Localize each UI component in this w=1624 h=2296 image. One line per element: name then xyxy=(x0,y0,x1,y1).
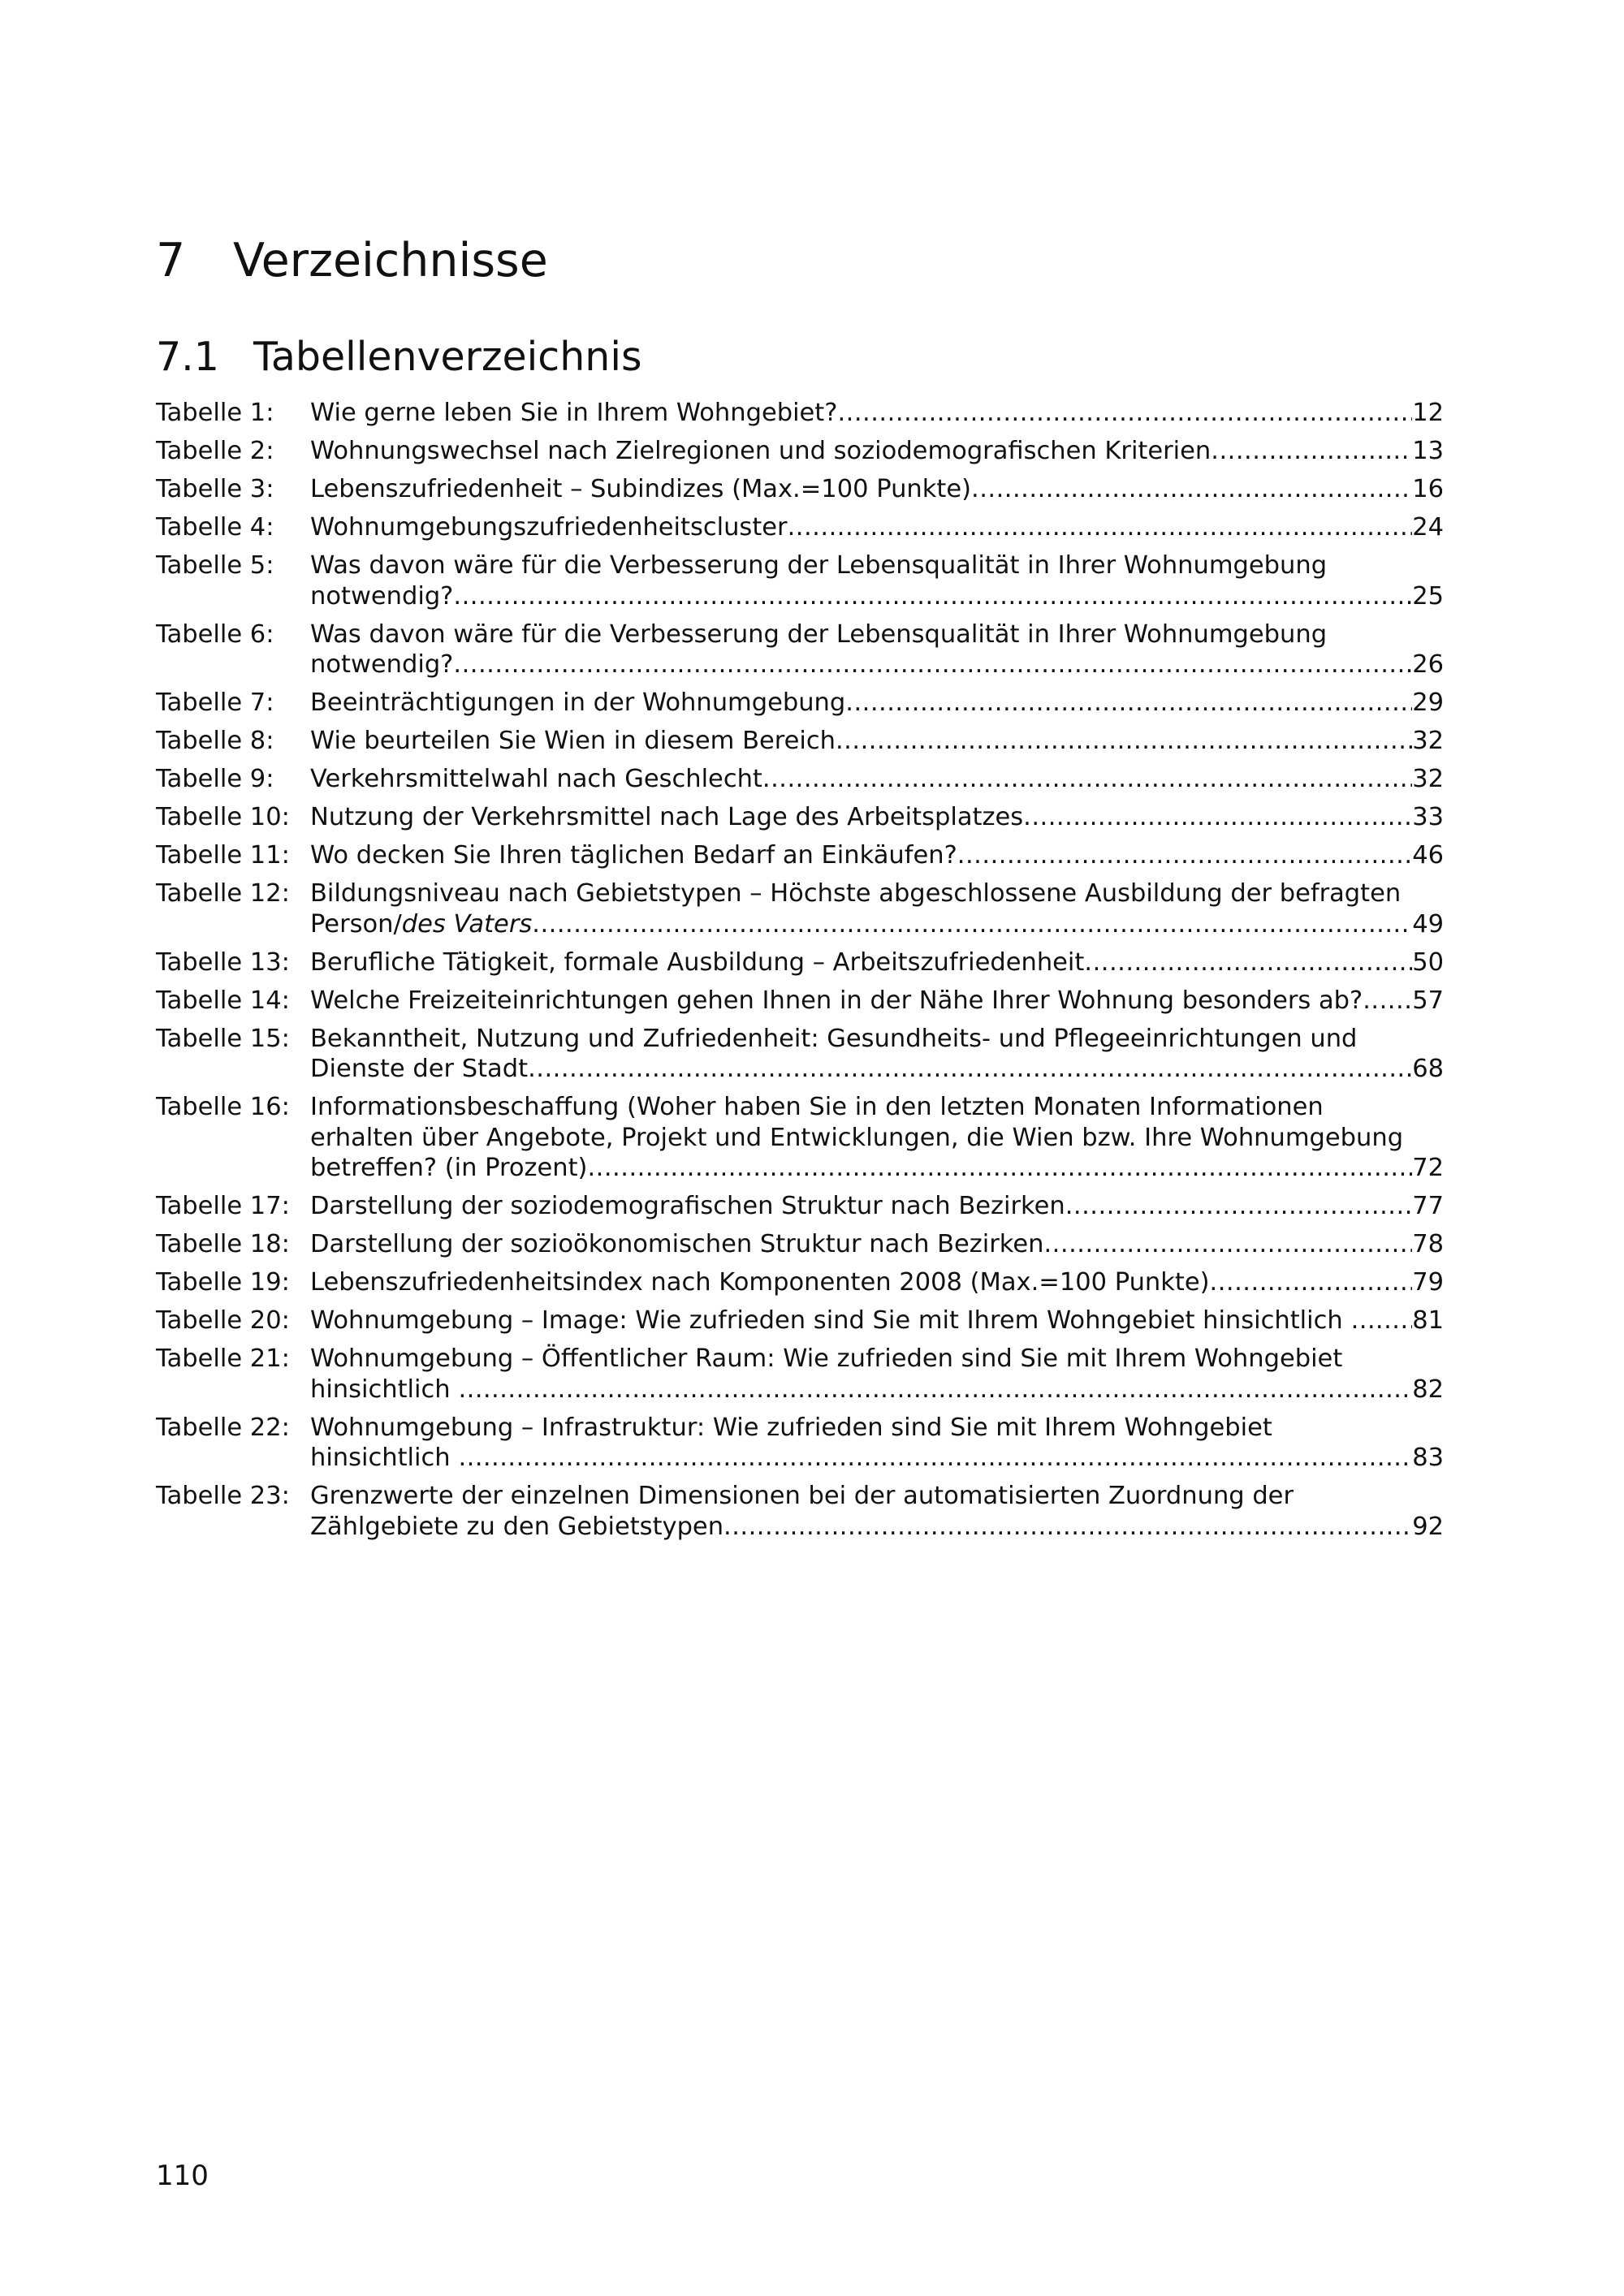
toc-entry-page: 50 xyxy=(1412,947,1444,977)
toc-entry-text xyxy=(310,550,1444,611)
toc-entry-page: 16 xyxy=(1412,475,1444,503)
toc-entry-label: Tabelle 22: xyxy=(156,1413,290,1442)
toc-entry[interactable] xyxy=(156,1267,1444,1298)
toc-entry-title-text: Wohnungswechsel nach Zielregionen und soziodemografischen Kriterien xyxy=(310,437,1212,465)
toc-entry-title-text: Lebenszufriedenheit – Subindizes (Max.=100 Punkte) xyxy=(310,475,972,503)
toc-entry-title-text: Wo decken Sie Ihren täglichen Bedarf an Einkäufen? xyxy=(310,841,957,870)
toc-entry-title xyxy=(310,726,836,757)
toc-entry-page: 68 xyxy=(1412,1055,1444,1083)
toc-entry-title-text: notwendig? xyxy=(310,581,454,611)
toc-entry[interactable] xyxy=(156,947,1444,978)
toc-entry-text xyxy=(310,474,1444,505)
page-number: 110 xyxy=(156,2160,209,2192)
toc-entry-page: 81 xyxy=(1412,1306,1444,1335)
toc-entry[interactable] xyxy=(156,802,1444,833)
toc-entry-label: Tabelle 9: xyxy=(156,765,274,793)
toc-entry-line: Was davon wäre für die Verbesserung der Lebensqualität in Ihrer Wohnumgebung xyxy=(310,551,1328,580)
section-heading xyxy=(156,334,642,381)
table-of-tables xyxy=(156,398,1444,1550)
toc-entry-title xyxy=(310,947,1084,978)
toc-entry[interactable] xyxy=(156,688,1444,719)
toc-entry-last-line xyxy=(310,581,1444,612)
dot-leader xyxy=(1210,1267,1413,1298)
toc-entry-title xyxy=(310,1191,1065,1222)
toc-entry[interactable] xyxy=(156,512,1444,543)
toc-entry-last-line xyxy=(310,1375,1444,1405)
toc-entry-title-text: Welche Freizeiteinrichtungen gehen Ihnen in der Nähe Ihrer Wohnung besonders ab? xyxy=(310,986,1363,1015)
toc-entry-page: 57 xyxy=(1412,986,1444,1015)
toc-entry-page: 83 xyxy=(1412,1444,1444,1472)
toc-entry-text xyxy=(310,1413,1444,1474)
toc-entry-text xyxy=(310,986,1444,1016)
dot-leader xyxy=(837,398,1412,429)
toc-entry-label: Tabelle 2: xyxy=(156,437,274,465)
toc-entry[interactable] xyxy=(156,398,1444,429)
toc-entry-title xyxy=(310,436,1211,467)
toc-entry-page: 26 xyxy=(1412,650,1444,679)
toc-entry-title-text: Lebenszufriedenheitsindex nach Komponenten 2008 (Max.=100 Punkte) xyxy=(310,1268,1210,1297)
toc-entry-label: Tabelle 21: xyxy=(156,1344,290,1373)
toc-entry[interactable] xyxy=(156,1413,1444,1474)
toc-entry-title-text: Verkehrsmittelwahl nach Geschlecht xyxy=(310,765,762,793)
toc-entry-line: Informationsbeschaffung (Woher haben Sie in den letzten Monaten Informationen xyxy=(310,1093,1324,1121)
toc-entry-label: Tabelle 14: xyxy=(156,986,290,1015)
dot-leader xyxy=(971,474,1412,505)
toc-entry-line: Grenzwerte der einzelnen Dimensionen bei der automatisierten Zuordnung der xyxy=(310,1482,1294,1510)
toc-entry[interactable] xyxy=(156,1344,1444,1405)
toc-entry-last-line xyxy=(310,398,1444,429)
toc-entry-label: Tabelle 8: xyxy=(156,727,274,755)
toc-entry-label: Tabelle 10: xyxy=(156,803,290,831)
toc-entry-text xyxy=(310,1024,1444,1085)
toc-entry-title-text: hinsichtlich … xyxy=(310,1444,483,1472)
toc-entry-title-text: Wohnumgebung – Image: Wie zufrieden sind Sie mit Ihrem Wohngebiet hinsichtlich … xyxy=(310,1306,1376,1335)
toc-entry[interactable] xyxy=(156,619,1444,680)
toc-entry[interactable] xyxy=(156,1229,1444,1260)
toc-entry-label: Tabelle 1: xyxy=(156,399,274,427)
toc-entry-last-line xyxy=(310,947,1444,978)
toc-entry-last-line xyxy=(310,1153,1444,1184)
toc-entry-title-text: Person/ xyxy=(310,909,402,939)
toc-entry-title-text: Berufliche Tätigkeit, formale Ausbildung – Arbeitszufriedenheit xyxy=(310,947,1085,977)
toc-entry-title-text: Zählgebiete zu den Gebietstypen xyxy=(310,1512,724,1541)
toc-entry-page: 72 xyxy=(1412,1154,1444,1182)
toc-entry-label: Tabelle 5: xyxy=(156,551,274,580)
dot-leader xyxy=(1376,1306,1412,1336)
toc-entry[interactable] xyxy=(156,878,1444,939)
dot-leader xyxy=(1043,1229,1412,1260)
dot-leader xyxy=(1211,436,1412,467)
dot-leader xyxy=(1084,947,1412,978)
toc-entry-label: Tabelle 12: xyxy=(156,879,290,908)
dot-leader xyxy=(957,840,1412,871)
toc-entry[interactable] xyxy=(156,1024,1444,1085)
toc-entry-title xyxy=(310,1054,528,1085)
toc-entry-text xyxy=(310,878,1444,939)
toc-entry-text xyxy=(310,840,1444,871)
toc-entry-title-italic: des Vaters xyxy=(401,909,533,939)
toc-entry-text xyxy=(310,947,1444,978)
toc-entry-title xyxy=(310,512,788,543)
toc-entry-last-line xyxy=(310,1512,1444,1543)
dot-leader xyxy=(1023,802,1412,833)
toc-entry-title-text: betreffen? (in Prozent) xyxy=(310,1154,588,1182)
dot-leader xyxy=(587,1153,1412,1184)
toc-entry-title xyxy=(310,1375,483,1405)
toc-entry-last-line xyxy=(310,1267,1444,1298)
toc-entry-label: Tabelle 6: xyxy=(156,619,274,649)
dot-leader xyxy=(532,909,1412,940)
toc-entry-title-text: Darstellung der sozioökonomischen Struktur nach Bezirken xyxy=(310,1230,1044,1258)
toc-entry-last-line xyxy=(310,840,1444,871)
toc-entry-text xyxy=(310,1092,1444,1184)
toc-entry-last-line xyxy=(310,474,1444,505)
dot-leader xyxy=(845,688,1412,719)
toc-entry-page: 82 xyxy=(1412,1375,1444,1404)
toc-entry-label: Tabelle 17: xyxy=(156,1192,290,1220)
toc-entry[interactable] xyxy=(156,1191,1444,1222)
toc-entry-text xyxy=(310,726,1444,757)
toc-entry-title xyxy=(310,1267,1210,1298)
toc-entry-title xyxy=(310,1229,1043,1260)
toc-entry-last-line xyxy=(310,688,1444,719)
toc-entry[interactable] xyxy=(156,986,1444,1016)
toc-entry-page: 78 xyxy=(1412,1230,1444,1258)
toc-entry-title-text: Nutzung der Verkehrsmittel nach Lage des Arbeitsplatzes xyxy=(310,803,1024,831)
toc-entry-title xyxy=(310,1443,483,1474)
toc-entry-title xyxy=(310,688,845,719)
toc-entry-label: Tabelle 16: xyxy=(156,1093,290,1121)
chapter-number: 7 xyxy=(156,234,186,287)
toc-entry-line: erhalten über Angebote, Projekt und Entwicklungen, die Wien bzw. Ihre Wohnumgebung xyxy=(310,1123,1404,1152)
toc-entry-page: 13 xyxy=(1412,437,1444,465)
toc-entry-line: Was davon wäre für die Verbesserung der Lebensqualität in Ihrer Wohnumgebung xyxy=(310,619,1328,649)
toc-entry-last-line xyxy=(310,986,1444,1016)
dot-leader xyxy=(483,1375,1412,1405)
toc-entry[interactable] xyxy=(156,436,1444,467)
toc-entry-title xyxy=(310,802,1023,833)
toc-entry-last-line xyxy=(310,1443,1444,1474)
toc-entry-title-text: Wie beurteilen Sie Wien in diesem Bereich xyxy=(310,727,836,755)
toc-entry-title-text: Dienste der Stadt xyxy=(310,1055,529,1083)
toc-entry-label: Tabelle 19: xyxy=(156,1268,290,1297)
toc-entry-label: Tabelle 11: xyxy=(156,841,290,870)
toc-entry-text xyxy=(310,802,1444,833)
toc-entry-title-text: hinsichtlich … xyxy=(310,1375,483,1404)
dot-leader xyxy=(723,1512,1412,1543)
toc-entry-title-text: Beeinträchtigungen in der Wohnumgebung xyxy=(310,688,846,717)
toc-entry-line: Wohnumgebung – Öffentlicher Raum: Wie zufrieden sind Sie mit Ihrem Wohngebiet xyxy=(310,1344,1343,1373)
toc-entry-text xyxy=(310,619,1444,680)
toc-entry-label: Tabelle 20: xyxy=(156,1306,290,1335)
toc-entry-title xyxy=(310,909,532,940)
dot-leader xyxy=(788,512,1413,543)
chapter-title: Verzeichnisse xyxy=(233,234,548,287)
toc-entry-last-line xyxy=(310,1306,1444,1336)
toc-entry-last-line xyxy=(310,650,1444,680)
section-title: Tabellenverzeichnis xyxy=(253,334,642,380)
toc-entry-text xyxy=(310,1481,1444,1542)
toc-entry[interactable] xyxy=(156,840,1444,871)
toc-entry-label: Tabelle 7: xyxy=(156,688,274,717)
toc-entry-title xyxy=(310,398,837,429)
dot-leader xyxy=(528,1054,1412,1085)
toc-entry-text xyxy=(310,398,1444,429)
toc-entry-page: 77 xyxy=(1412,1192,1444,1220)
toc-entry-title xyxy=(310,764,762,795)
dot-leader xyxy=(453,581,1412,612)
toc-entry-text xyxy=(310,1344,1444,1405)
dot-leader xyxy=(836,726,1412,757)
section-number: 7.1 xyxy=(156,334,219,380)
toc-entry[interactable] xyxy=(156,550,1444,611)
toc-entry-line: Bekanntheit, Nutzung und Zufriedenheit: Gesundheits- und Pflegeeinrichtungen und xyxy=(310,1024,1358,1053)
toc-entry-last-line xyxy=(310,436,1444,467)
toc-entry[interactable] xyxy=(156,1481,1444,1542)
toc-entry-page: 29 xyxy=(1412,688,1444,717)
toc-entry-last-line xyxy=(310,512,1444,543)
toc-entry-text xyxy=(310,436,1444,467)
toc-entry-page: 32 xyxy=(1412,727,1444,755)
toc-entry-label: Tabelle 18: xyxy=(156,1230,290,1258)
chapter-heading xyxy=(156,234,548,287)
toc-entry[interactable] xyxy=(156,474,1444,505)
toc-entry-title xyxy=(310,474,971,505)
dot-leader xyxy=(453,650,1412,680)
toc-entry-page: 79 xyxy=(1412,1268,1444,1297)
dot-leader xyxy=(762,764,1412,795)
toc-entry-text xyxy=(310,1191,1444,1222)
toc-entry-label: Tabelle 13: xyxy=(156,947,290,977)
toc-entry[interactable] xyxy=(156,1092,1444,1184)
toc-entry-page: 24 xyxy=(1412,513,1444,542)
toc-entry-page: 92 xyxy=(1412,1512,1444,1541)
toc-entry-last-line xyxy=(310,726,1444,757)
toc-entry-label: Tabelle 23: xyxy=(156,1482,290,1510)
toc-entry-text xyxy=(310,764,1444,795)
toc-entry[interactable] xyxy=(156,764,1444,795)
toc-entry-title xyxy=(310,1153,587,1184)
toc-entry-title-text: Wie gerne leben Sie in Ihrem Wohngebiet? xyxy=(310,399,838,427)
toc-entry-last-line xyxy=(310,802,1444,833)
toc-entry-title xyxy=(310,650,453,680)
toc-entry-page: 25 xyxy=(1412,581,1444,611)
toc-entry-page: 12 xyxy=(1412,399,1444,427)
toc-entry-title xyxy=(310,1306,1376,1336)
toc-entry-page: 33 xyxy=(1412,803,1444,831)
toc-entry-label: Tabelle 4: xyxy=(156,513,274,542)
toc-entry-line: Wohnumgebung – Infrastruktur: Wie zufrieden sind Sie mit Ihrem Wohngebiet xyxy=(310,1413,1272,1442)
toc-entry-page: 49 xyxy=(1412,909,1444,939)
toc-entry-text xyxy=(310,688,1444,719)
toc-entry-title-text: notwendig? xyxy=(310,650,454,679)
toc-entry[interactable] xyxy=(156,1306,1444,1336)
toc-entry-last-line xyxy=(310,1191,1444,1222)
toc-entry-title xyxy=(310,581,453,612)
toc-entry[interactable] xyxy=(156,726,1444,757)
toc-entry-last-line xyxy=(310,764,1444,795)
toc-entry-text xyxy=(310,512,1444,543)
toc-entry-line: Bildungsniveau nach Gebietstypen – Höchste abgeschlossene Ausbildung der befragten xyxy=(310,879,1402,908)
toc-entry-text xyxy=(310,1267,1444,1298)
toc-entry-title xyxy=(310,986,1363,1016)
toc-entry-last-line xyxy=(310,1054,1444,1085)
toc-entry-page: 32 xyxy=(1412,765,1444,793)
toc-entry-page: 46 xyxy=(1412,841,1444,870)
toc-entry-label: Tabelle 15: xyxy=(156,1024,290,1053)
toc-entry-text xyxy=(310,1229,1444,1260)
toc-entry-title xyxy=(310,1512,723,1543)
toc-entry-title-text: Wohnumgebungszufriedenheitscluster xyxy=(310,513,788,542)
toc-entry-title xyxy=(310,840,957,871)
toc-entry-last-line xyxy=(310,1229,1444,1260)
toc-entry-last-line xyxy=(310,909,1444,940)
toc-entry-label: Tabelle 3: xyxy=(156,475,274,503)
dot-leader xyxy=(1363,986,1412,1016)
dot-leader xyxy=(1065,1191,1412,1222)
toc-entry-title-text: Darstellung der soziodemografischen Struktur nach Bezirken xyxy=(310,1192,1065,1220)
toc-entry-text xyxy=(310,1306,1444,1336)
dot-leader xyxy=(483,1443,1412,1474)
